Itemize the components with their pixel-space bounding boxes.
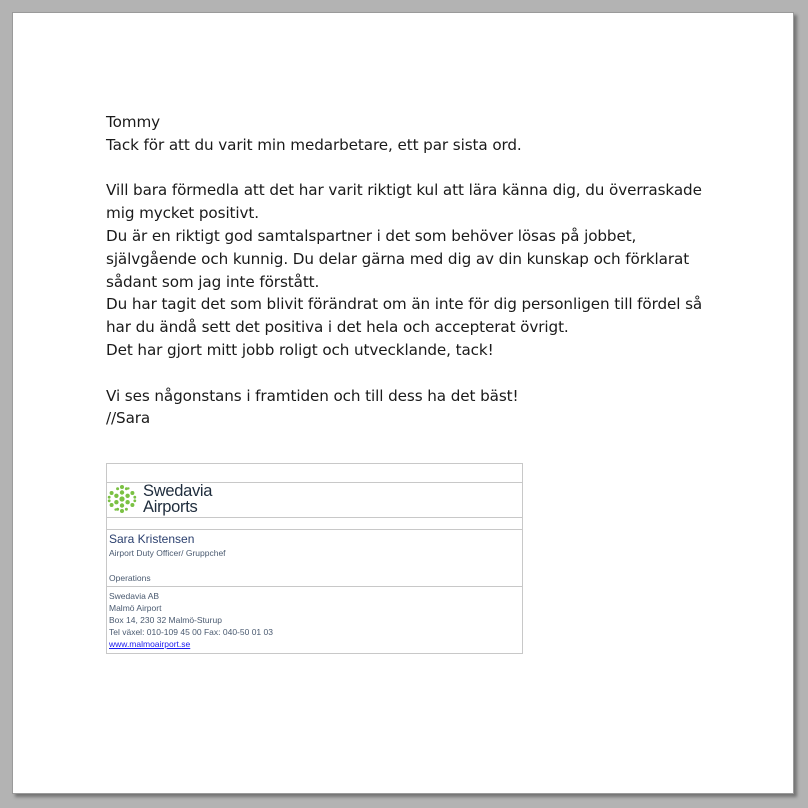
email-signature <box>106 463 523 654</box>
signature-spacer <box>107 464 522 483</box>
letter-line: Du har tagit det som blivit förändrat om än inte för dig personligen till fördel så <box>106 295 703 314</box>
company-name: Swedavia AB <box>109 591 160 601</box>
sign-off: //Sara <box>106 409 151 428</box>
sender-title: Airport Duty Officer/ Gruppchef <box>109 548 226 558</box>
sender-department: Operations <box>109 573 151 583</box>
document-page <box>12 12 794 794</box>
signature-name-block <box>107 530 522 587</box>
logo-wordmark <box>143 483 212 515</box>
letter-line: sådant som jag inte förstått. <box>106 272 320 291</box>
letter-line: Du är en riktigt god samtalspartner i det som behöver lösas på jobbet, <box>106 226 637 245</box>
company-logo <box>107 483 522 518</box>
letter-line: mig mycket positivt. <box>106 204 260 223</box>
letter-body <box>106 111 746 430</box>
letter-line: självgående och kunnig. Du delar gärna med dig av din kunskap och förklarat <box>106 249 690 268</box>
contact-details <box>107 587 522 653</box>
phone-fax: Tel växel: 010-109 45 00 Fax: 040-50 01 03 <box>109 627 273 637</box>
postal-address: Box 14, 230 32 Malmö-Sturup <box>109 615 222 625</box>
airport-name: Malmö Airport <box>109 603 162 613</box>
snowflake-logo-icon <box>107 484 137 514</box>
website-link[interactable]: www.malmoairport.se <box>109 639 191 649</box>
logo-line-1: Swedavia <box>143 482 213 500</box>
letter-line: Tack för att du varit min medarbetare, ett par sista ord. <box>106 135 522 154</box>
letter-line: Vill bara förmedla att det har varit riktigt kul att lära känna dig, du överraskade <box>106 181 702 200</box>
letter-line: Det har gjort mitt jobb roligt och utvecklande, tack! <box>106 340 494 359</box>
letter-line: har du ändå sett det positiva i det hela och accepterat övrigt. <box>106 318 569 337</box>
logo-line-2: Airports <box>143 498 198 516</box>
closing-line: Vi ses någonstans i framtiden och till dess ha det bäst! <box>106 386 519 405</box>
signature-spacer <box>107 518 522 530</box>
sender-name: Sara Kristensen <box>109 532 195 546</box>
greeting: Tommy <box>106 113 161 131</box>
